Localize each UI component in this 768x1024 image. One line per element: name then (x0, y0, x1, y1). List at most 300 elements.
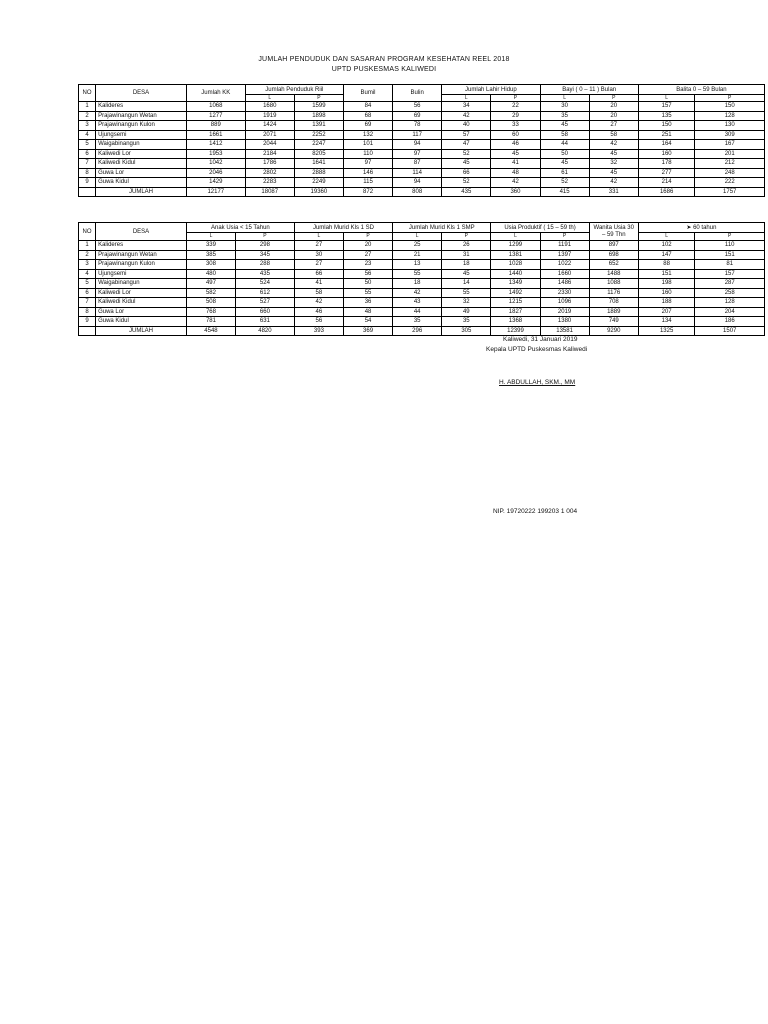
cell-value: 20 (343, 241, 392, 251)
cell-value: 1380 (540, 317, 589, 327)
cell-value: 385 (186, 250, 235, 260)
cell-value: 524 (236, 279, 295, 289)
subheader-p: P (695, 95, 765, 102)
cell-value: 1277 (186, 111, 245, 121)
cell-value: 57 (442, 130, 491, 140)
cell-value: 147 (638, 250, 695, 260)
cell-no: 7 (79, 298, 96, 308)
cell-value: 35 (540, 111, 589, 121)
cell-value: 1349 (491, 279, 540, 289)
cell-value: 55 (393, 269, 442, 279)
cell-value: 13581 (540, 326, 589, 336)
cell-value: 1429 (186, 178, 245, 188)
header-anak-usia: Anak Usia < 15 Tahun (186, 223, 294, 233)
cell-value: 45 (589, 149, 638, 159)
cell-desa: Waigabinangun (96, 140, 187, 150)
cell-value: 114 (393, 168, 442, 178)
cell-value: 101 (343, 140, 392, 150)
cell-value: 29 (491, 111, 540, 121)
table-row (79, 241, 765, 251)
cell-value: 4548 (186, 326, 235, 336)
cell-value: 54 (343, 317, 392, 327)
cell-value: 2184 (245, 149, 294, 159)
cell-value: 2283 (245, 178, 294, 188)
cell-value: 1096 (540, 298, 589, 308)
cell-no: 1 (79, 241, 96, 251)
cell-value: 45 (589, 168, 638, 178)
cell-value: 288 (236, 260, 295, 270)
cell-value: 1599 (294, 102, 343, 112)
cell-value: 1641 (294, 159, 343, 169)
cell-desa: Guwa Kidul (96, 317, 187, 327)
cell-value: 277 (638, 168, 695, 178)
cell-value: 1391 (294, 121, 343, 131)
cell-value: 1661 (186, 130, 245, 140)
header-penduduk-riil: Jumlah Penduduk Riil (245, 85, 343, 95)
cell-value: 435 (236, 269, 295, 279)
cell-value: 508 (186, 298, 235, 308)
cell-value: 50 (343, 279, 392, 289)
cell-value: 1507 (695, 326, 765, 336)
cell-value: 45 (442, 159, 491, 169)
cell-value: 150 (638, 121, 695, 131)
cell-value: 27 (343, 250, 392, 260)
cell-value: 214 (638, 178, 695, 188)
cell-value: 78 (393, 121, 442, 131)
cell-desa: Kaliwedi Kidul (96, 159, 187, 169)
cell-value: 117 (393, 130, 442, 140)
subheader-l: L (638, 233, 695, 241)
header-jumlah-kk: Jumlah KK (186, 85, 245, 102)
cell-value: 55 (442, 288, 491, 298)
subheader-l: L (491, 233, 540, 241)
signature-place-date: Kaliwedi, 31 Januari 2019 (503, 336, 578, 343)
header-wanita-line2: – 59 Thn (601, 231, 626, 238)
cell-desa: Ujungsemi (96, 269, 187, 279)
subheader-l: L (393, 233, 442, 241)
cell-value: 42 (294, 298, 343, 308)
cell-value: 33 (491, 121, 540, 131)
cell-value: 12177 (186, 187, 245, 197)
cell-value: 30 (540, 102, 589, 112)
cell-value: 298 (236, 241, 295, 251)
cell-value: 61 (540, 168, 589, 178)
cell-value: 115 (343, 178, 392, 188)
cell-value: 1325 (638, 326, 695, 336)
cell-value: 339 (186, 241, 235, 251)
cell-value: 66 (442, 168, 491, 178)
cell-value: 58 (589, 130, 638, 140)
table-row (79, 178, 765, 188)
cell-value: 369 (343, 326, 392, 336)
cell-no: 5 (79, 140, 96, 150)
cell-desa: Guwa Lor (96, 168, 187, 178)
cell-value: 45 (491, 149, 540, 159)
table-row (79, 317, 765, 327)
cell-value: 198 (638, 279, 695, 289)
subheader-l: L (245, 95, 294, 102)
cell-value: 23 (343, 260, 392, 270)
cell-value: 1686 (638, 187, 695, 197)
cell-value: 46 (294, 307, 343, 317)
table-row (79, 140, 765, 150)
cell-value: 44 (540, 140, 589, 150)
document-subtitle: UPTD PUSKESMAS KALIWEDI (331, 66, 437, 73)
cell-value: 1381 (491, 250, 540, 260)
cell-value: 48 (491, 168, 540, 178)
cell-value: 2802 (245, 168, 294, 178)
cell-value: 41 (294, 279, 343, 289)
cell-no: 8 (79, 307, 96, 317)
cell-desa: Ujungsemi (96, 130, 187, 140)
cell-value: 35 (442, 317, 491, 327)
cell-value: 222 (695, 178, 765, 188)
cell-value: 42 (589, 178, 638, 188)
cell-value: 58 (540, 130, 589, 140)
cell-value: 1486 (540, 279, 589, 289)
subheader-p: P (695, 233, 765, 241)
cell-value: 97 (343, 159, 392, 169)
table-row (79, 298, 765, 308)
population-table (78, 84, 765, 197)
cell-value: 1022 (540, 260, 589, 270)
cell-value: 20 (589, 111, 638, 121)
cell-value: 43 (393, 298, 442, 308)
cell-desa: Kaliwedi Lor (96, 288, 187, 298)
cell-value: 151 (638, 269, 695, 279)
cell-value: 94 (393, 140, 442, 150)
table-row (79, 260, 765, 270)
table-row (79, 102, 765, 112)
cell-value: 27 (294, 241, 343, 251)
cell-value: 331 (589, 187, 638, 197)
cell-value: 130 (695, 121, 765, 131)
cell-value: 204 (695, 307, 765, 317)
cell-value: 13 (393, 260, 442, 270)
cell-value: 1786 (245, 159, 294, 169)
cell-value: 87 (393, 159, 442, 169)
document-title: JUMLAH PENDUDUK DAN SASARAN PROGRAM KESEHATAN REEL 2018 (258, 56, 510, 63)
cell-value: 42 (491, 178, 540, 188)
cell-value: 128 (695, 111, 765, 121)
cell-no: 9 (79, 178, 96, 188)
cell-value: 309 (695, 130, 765, 140)
subheader-p: P (343, 233, 392, 241)
table-total-row (79, 187, 765, 197)
cell-value: 19360 (294, 187, 343, 197)
cell-value: 2019 (540, 307, 589, 317)
cell-value: 66 (294, 269, 343, 279)
cell-value: 652 (589, 260, 638, 270)
cell-value: 52 (442, 178, 491, 188)
cell-value: 1953 (186, 149, 245, 159)
cell-desa: Kalideres (96, 241, 187, 251)
cell-value: 41 (491, 159, 540, 169)
cell-value: 31 (442, 250, 491, 260)
cell-value: 160 (638, 288, 695, 298)
cell-desa: Prajawinangun Kulon (96, 260, 187, 270)
cell-value: 40 (442, 121, 491, 131)
table-row (79, 250, 765, 260)
cell-value: 188 (638, 298, 695, 308)
cell-value: 42 (442, 111, 491, 121)
header-bumil: Bumil (343, 85, 392, 102)
cell-no: 5 (79, 279, 96, 289)
cell-value: 708 (589, 298, 638, 308)
cell-value: 52 (540, 178, 589, 188)
cell-value: 1488 (589, 269, 638, 279)
subheader-p: P (540, 233, 589, 241)
signature-nip: NIP. 19720222 199203 1 004 (493, 508, 578, 515)
cell-value: 26 (442, 241, 491, 251)
signature-position: Kepala UPTD Puskesmas Kaliwedi (486, 346, 588, 353)
cell-value: 1068 (186, 102, 245, 112)
subheader-l: L (540, 95, 589, 102)
cell-value: 1919 (245, 111, 294, 121)
cell-no: 4 (79, 130, 96, 140)
cell-no: 6 (79, 149, 96, 159)
cell-value: 582 (186, 288, 235, 298)
cell-desa: JUMLAH (96, 326, 187, 336)
header-desa: DESA (96, 223, 187, 241)
cell-value: 30 (294, 250, 343, 260)
cell-no: 4 (79, 269, 96, 279)
cell-value: 27 (294, 260, 343, 270)
cell-value: 480 (186, 269, 235, 279)
cell-value: 1028 (491, 260, 540, 270)
header-lahir-hidup: Jumlah Lahir Hidup (442, 85, 540, 95)
cell-value: 22 (491, 102, 540, 112)
cell-value: 1424 (245, 121, 294, 131)
cell-value: 42 (393, 288, 442, 298)
subheader-l: L (442, 95, 491, 102)
cell-value: 12399 (491, 326, 540, 336)
cell-value: 1299 (491, 241, 540, 251)
cell-value: 97 (393, 149, 442, 159)
cell-value: 1368 (491, 317, 540, 327)
cell-no: 6 (79, 288, 96, 298)
cell-value: 1660 (540, 269, 589, 279)
cell-value: 45 (540, 159, 589, 169)
cell-value: 50 (540, 149, 589, 159)
target-program-table (78, 222, 765, 336)
cell-value: 296 (393, 326, 442, 336)
header-no: NO (79, 223, 96, 241)
cell-value: 749 (589, 317, 638, 327)
cell-value: 52 (442, 149, 491, 159)
cell-value: 55 (343, 288, 392, 298)
cell-value: 2252 (294, 130, 343, 140)
table-row (79, 159, 765, 169)
subheader-l: L (186, 233, 235, 241)
cell-desa: JUMLAH (96, 187, 187, 197)
cell-value: 128 (695, 298, 765, 308)
cell-value: 46 (491, 140, 540, 150)
cell-value: 102 (638, 241, 695, 251)
cell-value: 435 (442, 187, 491, 197)
cell-value: 18 (393, 279, 442, 289)
header-murid-smp: Jumlah Murid Kls 1 SMP (393, 223, 491, 233)
subheader-p: P (491, 95, 540, 102)
cell-value: 69 (393, 111, 442, 121)
cell-value: 146 (343, 168, 392, 178)
cell-no: 3 (79, 121, 96, 131)
cell-no: 7 (79, 159, 96, 169)
cell-value: 251 (638, 130, 695, 140)
cell-no: 1 (79, 102, 96, 112)
cell-value: 157 (695, 269, 765, 279)
cell-value: 56 (343, 269, 392, 279)
cell-value: 20 (589, 102, 638, 112)
table-header-row (79, 223, 765, 233)
cell-value: 207 (638, 307, 695, 317)
cell-value: 1889 (589, 307, 638, 317)
cell-no: 9 (79, 317, 96, 327)
cell-no: 8 (79, 168, 96, 178)
cell-value: 1757 (695, 187, 765, 197)
cell-value: 94 (393, 178, 442, 188)
header-murid-sd: Jumlah Murid Kls 1 SD (294, 223, 392, 233)
signature-name: H. ABDULLAH, SKM., MM (499, 379, 576, 386)
cell-value: 1042 (186, 159, 245, 169)
subheader-p: P (236, 233, 295, 241)
cell-no: 2 (79, 250, 96, 260)
cell-value: 2044 (245, 140, 294, 150)
cell-value: 60 (491, 130, 540, 140)
cell-value: 58 (294, 288, 343, 298)
cell-value: 768 (186, 307, 235, 317)
cell-value: 8205 (294, 149, 343, 159)
cell-value: 258 (695, 288, 765, 298)
table-row (79, 149, 765, 159)
cell-value: 14 (442, 279, 491, 289)
cell-value: 2071 (245, 130, 294, 140)
cell-value: 48 (343, 307, 392, 317)
table-row (79, 168, 765, 178)
cell-value: 151 (695, 250, 765, 260)
cell-value: 415 (540, 187, 589, 197)
cell-value: 132 (343, 130, 392, 140)
cell-value: 1176 (589, 288, 638, 298)
cell-desa: Prajawinangun Wetan (96, 250, 187, 260)
cell-value: 1827 (491, 307, 540, 317)
cell-value: 1680 (245, 102, 294, 112)
subheader-l: L (638, 95, 695, 102)
cell-no: 2 (79, 111, 96, 121)
cell-value: 56 (393, 102, 442, 112)
cell-desa: Kaliwedi Lor (96, 149, 187, 159)
header-desa: DESA (96, 85, 187, 102)
subheader-p: P (442, 233, 491, 241)
cell-value: 134 (638, 317, 695, 327)
cell-value: 45 (540, 121, 589, 131)
table-row (79, 121, 765, 131)
cell-value: 1397 (540, 250, 589, 260)
cell-value: 160 (638, 149, 695, 159)
cell-value: 1088 (589, 279, 638, 289)
cell-value: 110 (343, 149, 392, 159)
cell-value: 49 (442, 307, 491, 317)
table-row (79, 279, 765, 289)
cell-value: 631 (236, 317, 295, 327)
cell-value: 1492 (491, 288, 540, 298)
cell-desa: Prajawinangun Kulon (96, 121, 187, 131)
cell-value: 660 (236, 307, 295, 317)
header-wanita-line1: Wanita Usia 30 (593, 224, 634, 231)
cell-value: 2046 (186, 168, 245, 178)
cell-value: 360 (491, 187, 540, 197)
cell-value: 56 (294, 317, 343, 327)
cell-value: 150 (695, 102, 765, 112)
cell-value: 47 (442, 140, 491, 150)
cell-value: 612 (236, 288, 295, 298)
cell-no (79, 326, 96, 336)
cell-value: 889 (186, 121, 245, 131)
subheader-p: P (589, 95, 638, 102)
cell-desa: Kaliwedi Kidul (96, 298, 187, 308)
cell-value: 1440 (491, 269, 540, 279)
cell-desa: Waigabinangun (96, 279, 187, 289)
header-balita: Balita 0 – 59 Bulan (638, 85, 764, 95)
cell-desa: Prajawinangun Wetan (96, 111, 187, 121)
cell-value: 32 (442, 298, 491, 308)
cell-value: 2888 (294, 168, 343, 178)
cell-value: 44 (393, 307, 442, 317)
cell-no: 3 (79, 260, 96, 270)
cell-value: 305 (442, 326, 491, 336)
cell-value: 808 (393, 187, 442, 197)
cell-value: 212 (695, 159, 765, 169)
header-no: NO (79, 85, 96, 102)
table-row (79, 307, 765, 317)
cell-value: 1215 (491, 298, 540, 308)
cell-value: 872 (343, 187, 392, 197)
cell-value: 36 (343, 298, 392, 308)
cell-value: 68 (343, 111, 392, 121)
cell-value: 84 (343, 102, 392, 112)
subheader-p: P (294, 95, 343, 102)
cell-value: 2249 (294, 178, 343, 188)
cell-value: 248 (695, 168, 765, 178)
cell-value: 897 (589, 241, 638, 251)
cell-value: 167 (695, 140, 765, 150)
cell-value: 18 (442, 260, 491, 270)
cell-value: 157 (638, 102, 695, 112)
cell-value: 164 (638, 140, 695, 150)
cell-value: 110 (695, 241, 765, 251)
cell-value: 42 (589, 140, 638, 150)
table-header-row (79, 85, 765, 95)
header-wanita-usia (589, 223, 638, 241)
cell-value: 178 (638, 159, 695, 169)
cell-value: 186 (695, 317, 765, 327)
cell-value: 9290 (589, 326, 638, 336)
table-row (79, 288, 765, 298)
cell-value: 27 (589, 121, 638, 131)
cell-value: 21 (393, 250, 442, 260)
cell-value: 308 (186, 260, 235, 270)
header-usia-produktif: Usia Produktif ( 15 – 59 th) (491, 223, 589, 233)
header-bayi: Bayi ( 0 – 11 ) Bulan (540, 85, 638, 95)
cell-value: 1191 (540, 241, 589, 251)
cell-value: 69 (343, 121, 392, 131)
cell-value: 781 (186, 317, 235, 327)
cell-value: 88 (638, 260, 695, 270)
cell-value: 393 (294, 326, 343, 336)
cell-value: 35 (393, 317, 442, 327)
cell-desa: Kalideres (96, 102, 187, 112)
cell-value: 698 (589, 250, 638, 260)
